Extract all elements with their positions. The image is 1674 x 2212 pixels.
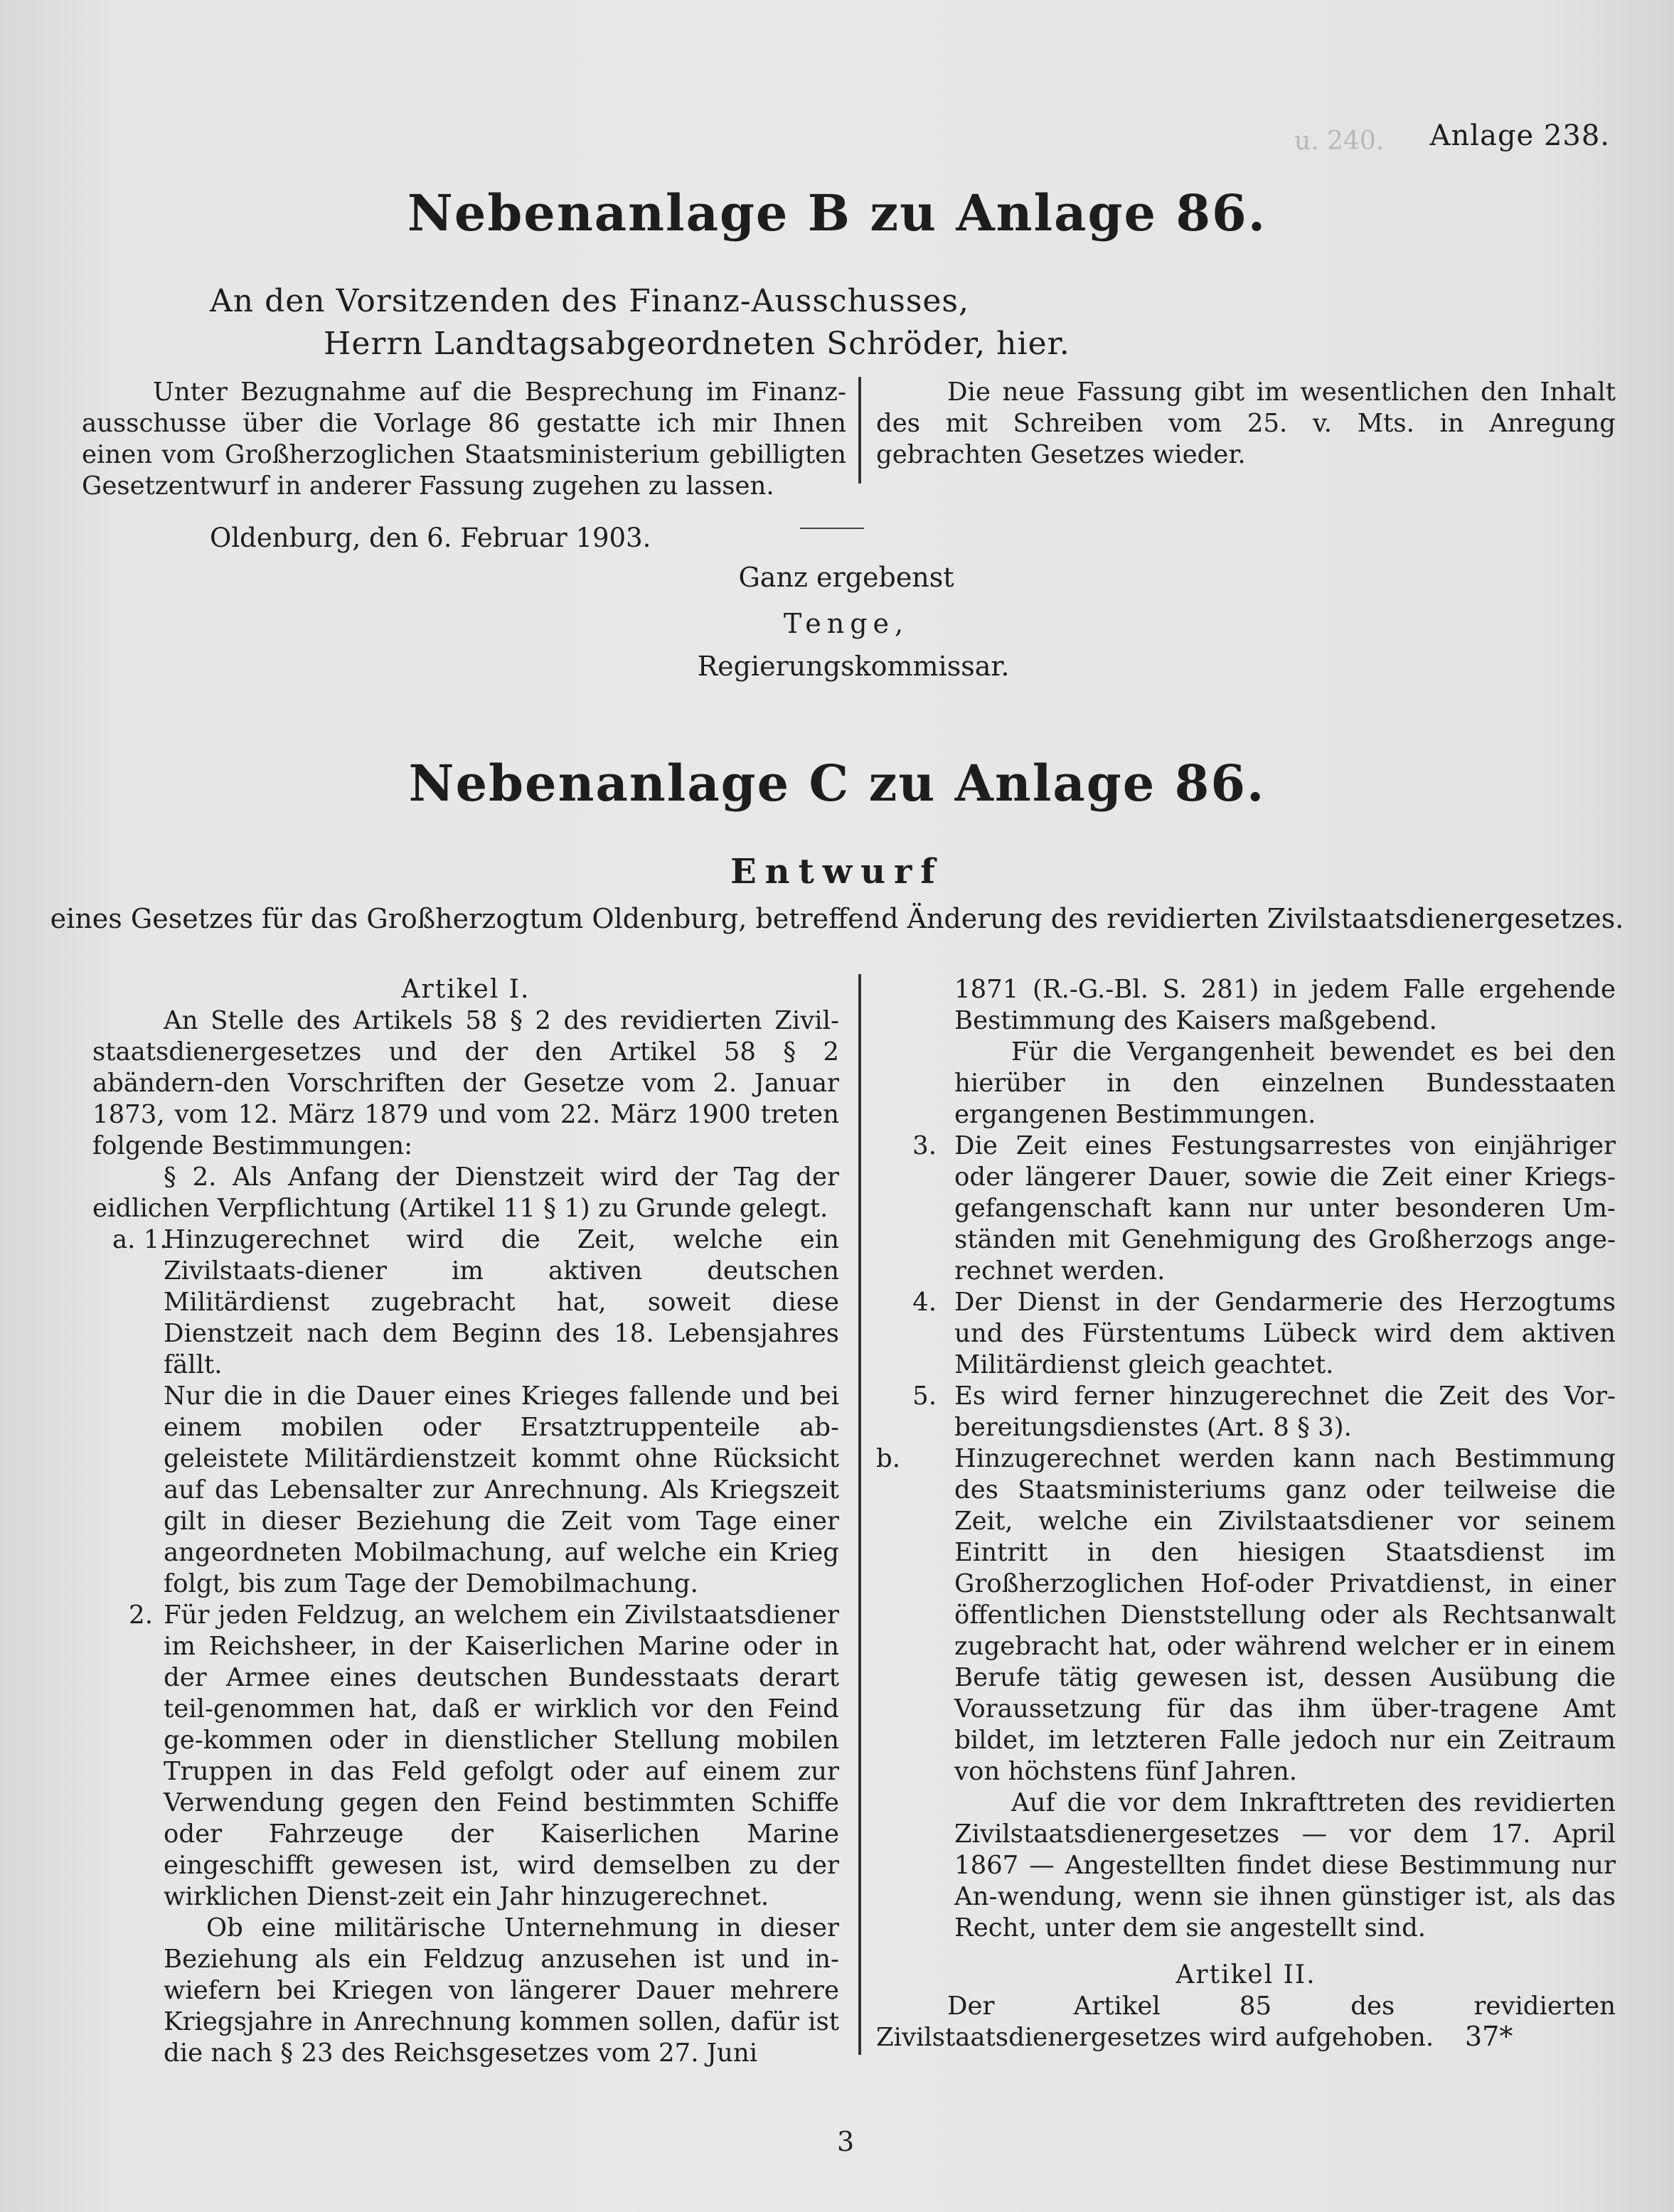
running-head: Anlage 238. (1429, 119, 1610, 152)
bleed-through-heading: u. 240. (1294, 127, 1385, 156)
clause-b-label: b. (876, 1444, 901, 1473)
section-2-start: § 2. Als Anfang der Dienstzeit wird der Tag der eidlichen Verpflichtung (Artikel 11 § 1) zu Grunde gelegt. (92, 1163, 839, 1223)
column-divider-main (858, 974, 861, 2055)
article-1-heading: Artikel I. (401, 975, 531, 1004)
clause-a1-text-2: Nur die in die Dauer eines Krieges fallende und bei einem mobilen oder Ersatztruppenteile ab-geleistete Militärdienstzeit kommt ohne Rücksicht auf das Lebensalter zur Anrechnung. Als Kriegszeit gilt in dieser Beziehung die Zeit vom Tage einer angeordneten Mobilmachung, auf welche ein Krieg folgt, bis zum Tage der Demobilmachung. (164, 1382, 839, 1598)
title-nebenanlage-c: Nebenanlage C zu Anlage 86. (408, 754, 1266, 813)
clause-a1-label: a. 1. (112, 1225, 168, 1254)
transition-provision: Auf die vor dem Inkrafttreten des revidierten Zivilstaatsdienergesetzes — vor dem 17. April 1867 — Angestellten findet diese Bestimmung nur An-wendung, wenn sie ihnen günstiger ist, als das Recht, unter dem sie angestellt sind. (954, 1788, 1616, 1943)
signer-role: Regierungskommissar. (697, 651, 1010, 682)
article-2-heading: Artikel II. (1175, 1960, 1316, 1989)
signer-name: Tenge, (783, 608, 910, 639)
address-line-1: An den Vorsitzenden des Finanz-Ausschusses, (210, 283, 969, 319)
title-nebenanlage-b: Nebenanlage B zu Anlage 86. (407, 183, 1267, 242)
clause-3-label: 3. (912, 1131, 937, 1160)
article-1-intro: An Stelle des Artikels 58 § 2 des revidierten Zivil-staatsdienergesetzes und der den Artikel 58 § 2 abändern-den Vorschriften der Gesetze vom 2. Januar 1873, vom 12. März 1879 und vom 22. März 1900 treten folgende Bestimmungen: (92, 1006, 839, 1160)
address-line-2: Herrn Landtagsabgeordneten Schröder, hier. (324, 326, 1070, 362)
letter-right-column (876, 377, 1616, 471)
clause-2-paragraph-2 (92, 1913, 839, 2069)
clause-b (876, 1443, 1616, 1788)
clause-2 (92, 1600, 839, 1913)
clause-b-text: Hinzugerechnet werden kann nach Bestimmung des Staatsministeriums ganz oder teilweise die Zeit, welche ein Zivilstaatsdiener vor seinem Eintritt in den hiesigen Staatsdienst im Großherzoglichen Hof-oder Privatdienst, in einer öffentlichen Dienststellung oder als Rechtsanwalt zugebracht hat, oder während welcher er in einem Berufe tätig gewesen ist, dessen Ausübung die Voraussetzung für das ihm über-tragene Amt bildet, im letzteren Falle jedoch nur ein Zeitraum von höchstens fünf Jahren. (954, 1444, 1616, 1786)
letter-body-right: Die neue Fassung gibt im wesentlichen den Inhalt des mit Schreiben vom 25. v. Mts. in Anregung gebrachten Gesetzes wieder. (876, 378, 1616, 469)
clause-3-text: Die Zeit eines Festungsarrestes von einjähriger oder längerer Dauer, sowie die Zeit einer Kriegs-gefangenschaft kann nur unter besonderen Um-ständen mit Genehmigung des Großherzogs ange-rechnet werden. (954, 1131, 1616, 1286)
short-rule (800, 528, 864, 529)
law-subtitle: eines Gesetzes für das Großherzogtum Oldenburg, betreffend Änderung des revidierten Zivilstaatsdienergesetzes. (50, 903, 1624, 934)
column-divider (858, 377, 861, 483)
law-right-column (876, 974, 1616, 2053)
clause-5-label: 5. (912, 1382, 937, 1411)
page-number: 3 (837, 2126, 855, 2157)
article-2-text: Der Artikel 85 des revidierten Zivilstaatsdienergesetzes wird aufgehoben. (876, 1992, 1616, 2052)
law-left-column (92, 974, 839, 2069)
clause-4-label: 4. (912, 1288, 937, 1317)
clause-a1 (92, 1224, 839, 1381)
clause-5-text: Es wird ferner hinzugerechnet die Zeit des Vor-bereitungsdienstes (Art. 8 § 3). (954, 1382, 1616, 1442)
clause-2-text: Für jeden Feldzug, an welchem ein Zivilstaatsdiener im Reichsheer, in der Kaiserlichen Marine oder in der Armee eines deutschen Bundesstaats derart teil-genommen hat, daß er wirklich vor den Feind ge-kommen oder in dienstlicher Stellung mobilen Truppen in das Feld gefolgt oder auf einem zur Verwendung gegen den Feind bestimmten Schiffe oder Fahrzeuge der Kaiserlichen Marine eingeschifft gewesen ist, wird demselben zu der wirklichen Dienst-zeit ein Jahr hinzugerechnet. (164, 1601, 839, 1911)
closing: Ganz ergebenst (738, 562, 954, 593)
clause-5 (876, 1381, 1616, 1443)
clause-4 (876, 1287, 1616, 1381)
place-date: Oldenburg, den 6. Februar 1903. (210, 523, 651, 553)
letter-body: Unter Bezugnahme auf die Besprechung im Finanz-ausschusse über die Vorlage 86 gestatte ich mir Ihnen einen vom Großherzoglichen Staatsministerium gebilligten Gesetzentwurf in anderer Fassung zugehen zu lassen. (82, 378, 846, 501)
clause-2-text-2: Ob eine militärische Unternehmung in dieser Beziehung als ein Feldzug anzusehen ist und in-wiefern bei Kriegen von längerer Dauer mehrere Kriegsjahre in Anrechnung kommen sollen, dafür ist die nach § 23 des Reichsgesetzes vom 27. Juni (164, 1913, 839, 2068)
past-provision: Für die Vergangenheit bewendet es bei den hierüber in den einzelnen Bundesstaaten ergangenen Bestimmungen. (954, 1037, 1616, 1129)
entwurf-heading: Entwurf (730, 852, 944, 892)
clause-2-label: 2. (129, 1601, 153, 1630)
clause-3 (876, 1131, 1616, 1287)
clause-4-text: Der Dienst in der Gendarmerie des Herzogtums und des Fürstentums Lübeck wird dem aktiven Militärdienst gleich geachtet. (954, 1288, 1616, 1379)
continuation-text: 1871 (R.-G.-Bl. S. 281) in jedem Falle ergehende Bestimmung des Kaisers maßgebend. (954, 975, 1616, 1035)
clause-a1-paragraph-2 (92, 1381, 839, 1600)
letter-left-column (82, 377, 846, 502)
clause-a1-text: Hinzugerechnet wird die Zeit, welche ein Zivilstaats-diener im aktiven deutschen Militärdienst zugebracht hat, soweit diese Dienstzeit nach dem Beginn des 18. Lebensjahres fällt. (164, 1225, 839, 1379)
signature-mark: 37* (1465, 2021, 1513, 2052)
